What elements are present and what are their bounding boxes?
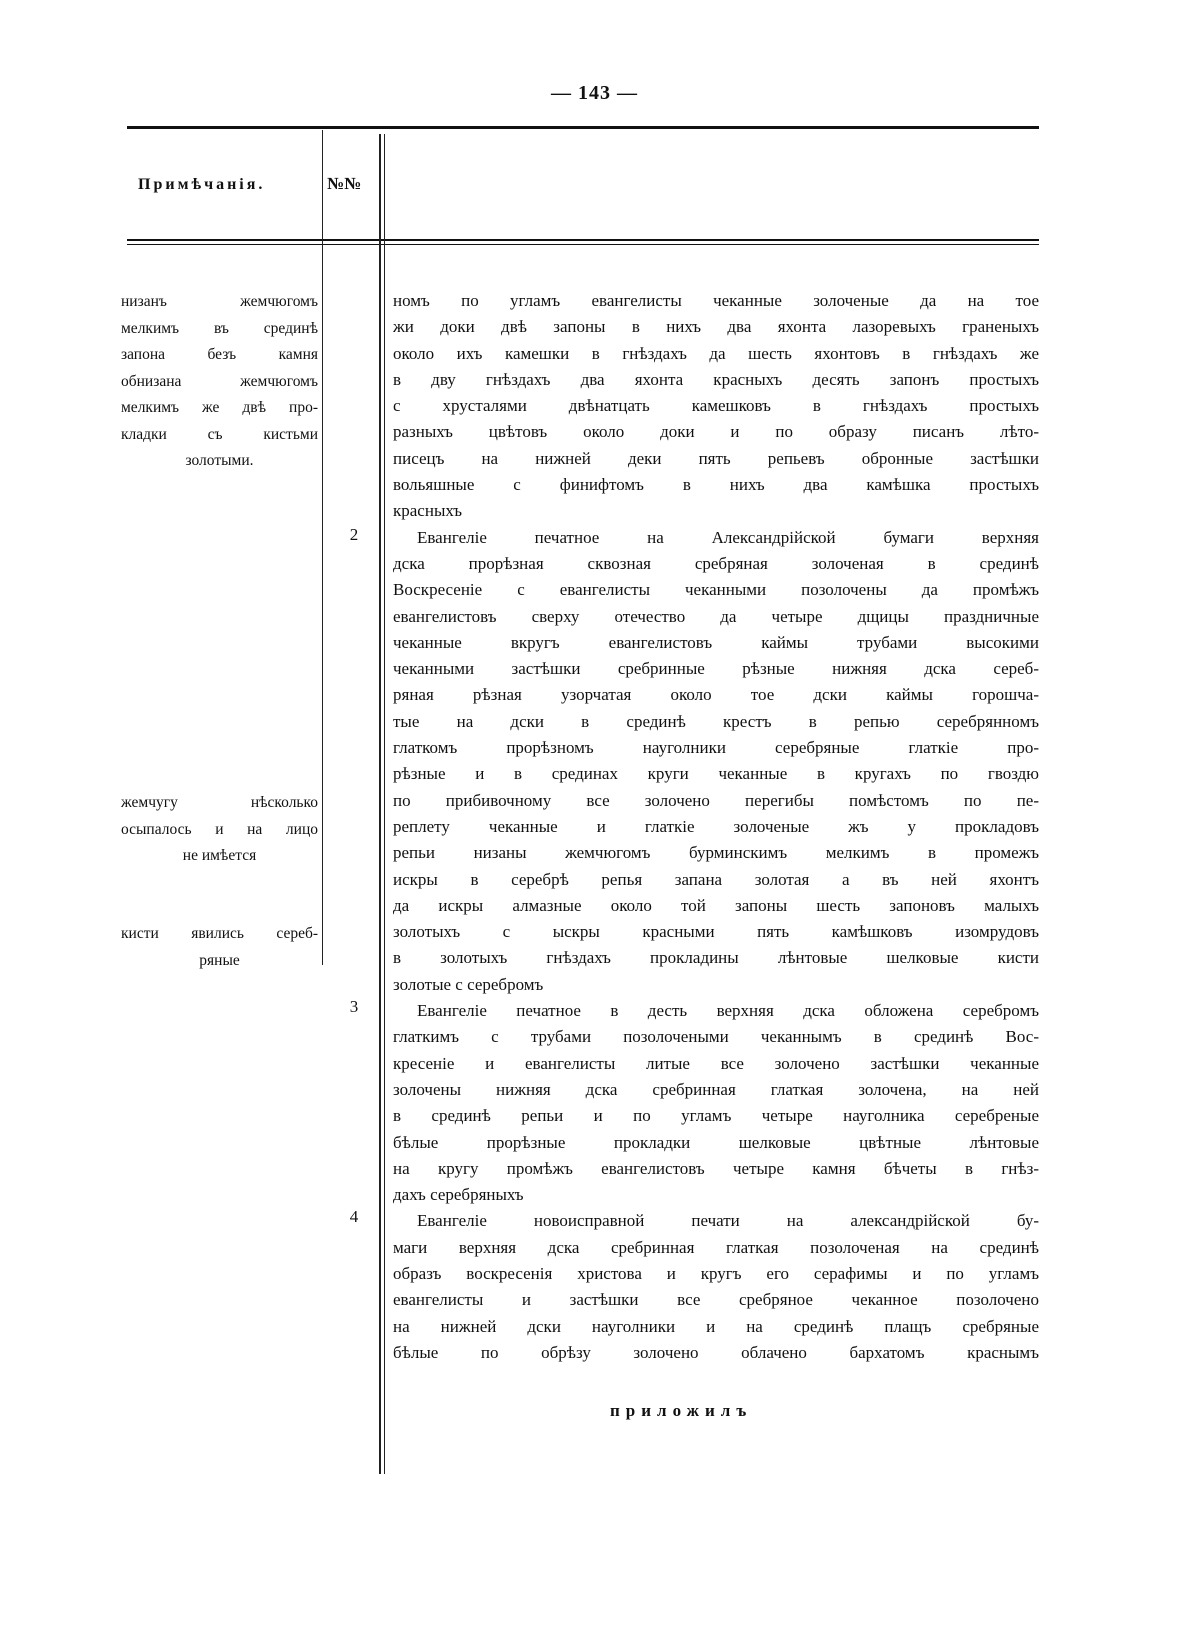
note-line: низанъ жемчюгомъ	[121, 293, 318, 310]
notes-column-heading: Примѣчанія.	[138, 176, 266, 193]
text-line: дска прорѣзная сквозная сребряная золоченая в срединѣ	[393, 553, 1039, 573]
column-divider-notes	[322, 130, 323, 965]
text-line: золочены нижняя дска сребринная глаткая золочена, на ней	[393, 1079, 1039, 1099]
text-line: евангелистовъ сверху отечество да четыре дщицы праздничные	[393, 606, 1039, 626]
text-line: около ихъ камешки в гнѣздахъ да шесть яхонтовъ в гнѣздахъ же	[393, 343, 1039, 363]
entry-text	[393, 288, 1039, 1366]
note-line: жемчугу нѣсколько	[121, 794, 318, 811]
text-line: номъ по угламъ евангелисты чеканные золоченые да на тое	[393, 291, 1039, 310]
text-line: образъ воскресенія христова и кругъ его серафимы и по угламъ	[393, 1263, 1039, 1283]
text-line: да искры алмазные около той запоны шесть запоновъ малыхъ	[393, 895, 1039, 915]
note-block	[121, 790, 318, 870]
text-line: Воскресеніе с евангелисты чеканными позолочены да промѣжъ	[393, 580, 1039, 600]
text-line: вольяшные с финифтомъ в нихъ два камѣшка простыхъ	[393, 475, 1039, 495]
header-bottom-rule	[127, 239, 1039, 241]
header-bottom-rule-thin	[127, 244, 1039, 245]
page-number: — 143 —	[551, 82, 638, 104]
text-line: золотыхъ с ыскры красными пять камѣшковъ изомрудовъ	[393, 922, 1039, 942]
note-block	[121, 289, 318, 475]
text-line: по прибивочному все золочено перегибы помѣстомъ по пе-	[393, 790, 1039, 810]
text-line: на кругу промѣжъ евангелистовъ четыре камня бѣчеты в гнѣз-	[393, 1158, 1039, 1178]
note-line: ряные	[199, 951, 240, 969]
text-line: евангелисты и застѣшки все сребряное чеканное позолочено	[393, 1290, 1039, 1310]
column-divider-numbers	[379, 134, 381, 1474]
column-divider-numbers-thin	[384, 134, 385, 1474]
header-top-rule	[127, 126, 1039, 129]
text-line: Евангеліе новоисправной печати на александрійской бу-	[417, 1211, 1039, 1231]
text-line: Евангеліе печатное в десть верхняя дска обложена серебромъ	[417, 1001, 1039, 1021]
note-block	[121, 921, 318, 974]
text-line: искры в серебрѣ репья запана золотая а въ ней яхонтъ	[393, 869, 1039, 889]
text-line: красныхъ	[393, 501, 463, 521]
note-line: мелкимъ въ срединѣ	[121, 319, 318, 337]
entry-number: 3	[349, 997, 359, 1016]
text-line: глаткимъ с трубами позолочеными чеканнымъ в срединѣ Вос-	[393, 1027, 1039, 1047]
note-line: золотыми.	[185, 452, 254, 469]
text-line: ряная рѣзная узорчатая около тое дски каймы горошча-	[393, 685, 1039, 705]
text-line: разныхъ цвѣтовъ около доки и по образу писанъ лѣто-	[393, 422, 1039, 442]
note-line: осыпалось и на лицо	[121, 820, 318, 838]
text-line: Евангеліе печатное на Александрійской бумаги верхняя	[417, 527, 1039, 547]
text-line: в дву гнѣздахъ два яхонта красныхъ десять запонъ простыхъ	[393, 369, 1039, 389]
text-line: кресеніе и евангелисты литые все золочено застѣшки чеканные	[393, 1053, 1039, 1073]
text-line: дахъ серебряныхъ	[393, 1185, 524, 1205]
text-line: репьи низаны жемчюгомъ бурминскимъ мелкимъ в промежъ	[393, 843, 1039, 863]
text-line: чеканными застѣшки сребринные рѣзные нижняя дска сереб-	[393, 659, 1039, 679]
text-line: рѣзные и в срединах круги чеканные в кругахъ по гвоздю	[393, 764, 1039, 784]
text-line: на нижней дски науголники и на срединѣ плащъ сребряные	[393, 1316, 1039, 1336]
text-line: реплету чеканные и глаткіе золоченые жъ у прокладовъ	[393, 816, 1039, 836]
note-line: кладки съ кистьми	[121, 425, 318, 443]
catchword: приложилъ	[610, 1401, 753, 1420]
entry-number: 4	[349, 1207, 359, 1226]
text-line: в золотыхъ гнѣздахъ прокладины лѣнтовые шелковые кисти	[393, 948, 1039, 968]
note-line: запона безъ камня	[121, 346, 318, 363]
entry-number: 2	[349, 525, 359, 544]
text-line: с хрусталями двѣнатцать камешковъ в гнѣздахъ простыхъ	[393, 396, 1039, 416]
text-line: чеканные вкругъ евангелистовъ каймы трубами высокими	[393, 632, 1039, 652]
note-line: обнизана жемчюгомъ	[121, 372, 318, 390]
note-line: не имѣется	[182, 847, 257, 864]
number-column-heading: №№	[327, 174, 362, 193]
text-line: маги верхняя дска сребринная глаткая позолоченая на срединѣ	[393, 1237, 1039, 1257]
text-line: жи доки двѣ запоны в нихъ два яхонта лазоревыхъ граненыхъ	[393, 317, 1039, 337]
text-line: в срединѣ репьи и по угламъ четыре науголника серебреные	[393, 1106, 1039, 1126]
text-line: бѣлые прорѣзные прокладки шелковые цвѣтные лѣнтовые	[393, 1132, 1039, 1152]
text-line: тые на дски в срединѣ крестъ в репью серебрянномъ	[393, 711, 1039, 731]
text-line: бѣлые по обрѣзу золочено облачено бархатомъ краснымъ	[393, 1342, 1039, 1362]
note-line: кисти явились сереб-	[121, 925, 318, 942]
note-line: мелкимъ же двѣ про-	[121, 399, 318, 416]
text-line: золотые с серебромъ	[393, 974, 544, 994]
text-line: глаткомъ прорѣзномъ науголники серебряные глаткіе про-	[393, 738, 1039, 758]
text-line: писецъ на нижней деки пять репьевъ обронные застѣшки	[393, 448, 1039, 468]
